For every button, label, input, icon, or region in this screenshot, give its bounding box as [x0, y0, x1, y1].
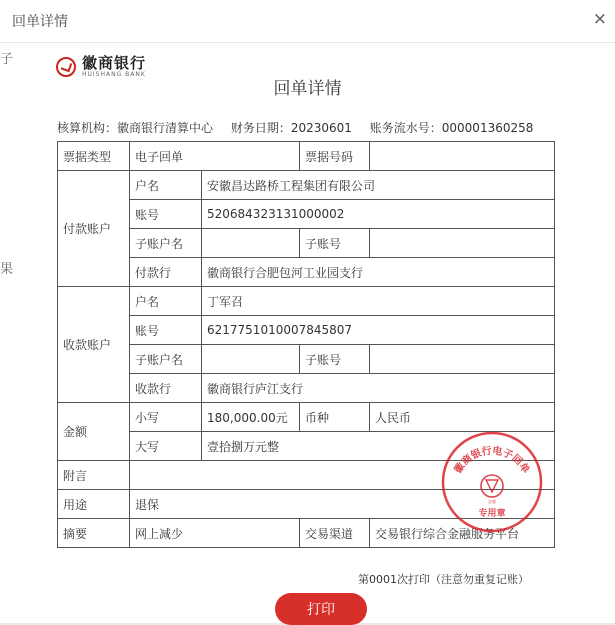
cell-value: 壹拾捌万元整 [202, 432, 555, 461]
cell-value: 网上减少 [130, 519, 300, 548]
bank-name-en: HUISHANG BANK [82, 71, 146, 78]
cell-label: 票据类型 [58, 142, 130, 171]
cell-label: 户名 [130, 287, 202, 316]
document-title: 回单详情 [273, 79, 342, 99]
table-row [58, 171, 555, 200]
cell-value: 人民币 [370, 403, 555, 432]
table-row [58, 200, 555, 229]
cell-label: 收款行 [130, 374, 202, 403]
bank-name: 徽商银行 [82, 54, 147, 72]
cell-value: 退保 [130, 490, 555, 519]
cell-value: 180,000.00元 [202, 403, 300, 432]
table-row [58, 374, 555, 403]
cell-value [202, 229, 300, 258]
cell-label: 子账户名 [130, 229, 202, 258]
cell-value: 电子回单 [130, 142, 300, 171]
cell-label: 附言 [58, 461, 130, 490]
group-label-payer: 付款账户 [58, 171, 130, 287]
seal-stamp [440, 430, 544, 534]
cell-value [370, 345, 555, 374]
cell-value: 6217751010007845807 [202, 316, 555, 345]
group-label-amount: 金额 [58, 403, 130, 461]
modal-title: 回单详情 [12, 14, 68, 30]
cell-value: 交易银行综合金融服务平台 [370, 519, 555, 548]
cell-value [370, 142, 555, 171]
cell-value [202, 345, 300, 374]
cell-value: 丁军召 [202, 287, 555, 316]
meta-serial: 账务流水号：000001360258 [369, 121, 534, 135]
cell-label: 用途 [58, 490, 130, 519]
group-label-payee: 收款账户 [58, 287, 130, 403]
close-icon[interactable]: × [592, 9, 607, 29]
print-button[interactable]: 打印 [275, 593, 367, 625]
print-count-note: 第0001次打印（注意勿重复记账） [358, 573, 529, 586]
background-text-fragment: 子 [0, 52, 14, 67]
cell-label: 子账户名 [130, 345, 202, 374]
table-row [58, 316, 555, 345]
table-row [58, 345, 555, 374]
cell-value: 520684323131000002 [202, 200, 555, 229]
cell-value: 徽商银行庐江支行 [202, 374, 555, 403]
cell-label: 户名 [130, 171, 202, 200]
background-text-fragment: 果 [0, 262, 14, 277]
cell-label: 小写 [130, 403, 202, 432]
stamp-top-text: 徽商银行电子回单 [452, 445, 532, 476]
cell-label: 票据号码 [300, 142, 370, 171]
cell-label: 币种 [300, 403, 370, 432]
meta-org: 核算机构：徽商银行清算中心 [57, 121, 214, 135]
cell-label: 交易渠道 [300, 519, 370, 548]
cell-label: 大写 [130, 432, 202, 461]
cell-label: 子账号 [300, 229, 370, 258]
cell-value: 安徽昌达路桥工程集团有限公司 [202, 171, 555, 200]
table-row [58, 403, 555, 432]
cell-value: 徽商银行合肥包河工业园支行 [202, 258, 555, 287]
document-meta [57, 119, 547, 136]
table-row [58, 287, 555, 316]
modal-header [0, 0, 615, 43]
cell-label: 账号 [130, 200, 202, 229]
cell-value [370, 229, 555, 258]
stamp-bottom-text: 专用章 [478, 509, 506, 519]
table-row [58, 229, 555, 258]
svg-text:徽商银行电子回单 [451, 444, 533, 476]
meta-date: 财务日期：20230601 [230, 121, 352, 135]
cell-label: 子账号 [300, 345, 370, 374]
cell-label: 摘要 [58, 519, 130, 548]
table-row [58, 142, 555, 171]
cell-label: 付款行 [130, 258, 202, 287]
table-row [58, 258, 555, 287]
cell-label: 账号 [130, 316, 202, 345]
stamp-center-text: 安徽 [488, 499, 496, 504]
